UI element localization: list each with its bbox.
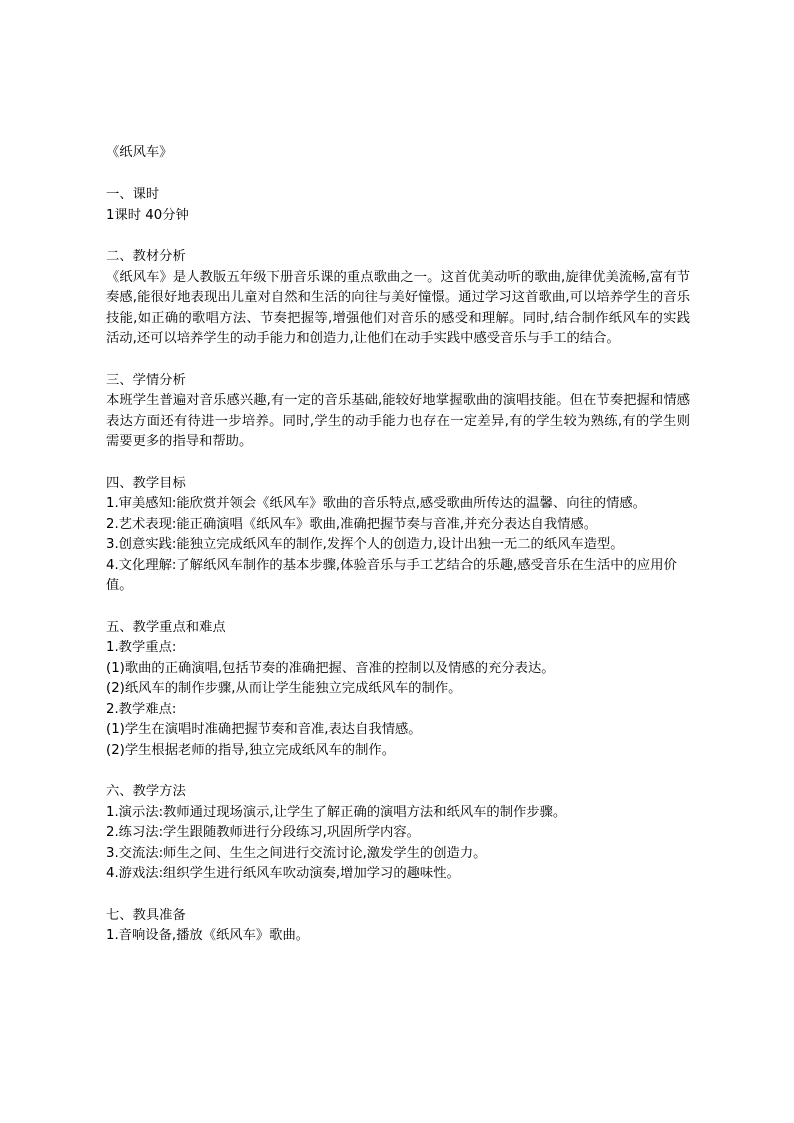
section-heading: 七、教具准备 (106, 907, 186, 923)
goal-item: 4.文化理解:了解纸风车制作的基本步骤,体验音乐与手工艺结合的乐趣,感受音乐在生活中的应用价值。 (106, 557, 677, 593)
teaching-aid-item: 1.音响设备,播放《纸风车》歌曲。 (106, 928, 310, 943)
section-heading: 四、教学目标 (106, 475, 186, 491)
section-class-hours (106, 185, 690, 226)
section-heading: 一、课时 (106, 187, 160, 202)
section-teaching-methods (106, 782, 690, 885)
document-title: 《纸风车》 (106, 145, 173, 160)
goal-item: 1.审美感知:能欣赏并领会《纸风车》歌曲的音乐特点,感受歌曲所传达的温馨、向往的情感。 (106, 496, 646, 511)
key-point-item: (1)学生在演唱时准确把握节奏和音准,表达自我情感。 (106, 722, 422, 737)
method-item: 3.交流法:师生之间、生生之间进行交流讨论,激发学生的创造力。 (106, 845, 487, 861)
section-line: 1课时 40分钟 (106, 207, 189, 223)
method-item: 4.游戏法:组织学生进行纸风车吹动演奏,增加学习的趣味性。 (106, 866, 460, 881)
section-student-analysis (106, 371, 690, 453)
section-heading: 六、教学方法 (106, 784, 186, 799)
key-point-item: (2)学生根据老师的指导,独立完成纸风车的制作。 (106, 742, 395, 758)
section-teaching-goals (106, 474, 690, 597)
goal-item: 3.创意实践:能独立完成纸风车的制作,发挥个人的创造力,设计出独一无二的纸风车造型。 (106, 537, 624, 552)
section-paragraph: 本班学生普遍对音乐感兴趣,有一定的音乐基础,能较好地掌握歌曲的演唱技能。但在节奏把握和情感表达方面还有待进一步培养。同时,学生的动手能力也存在一定差异,有的学生较为熟练,有的学生则需要更多的指导和帮助。 (106, 393, 690, 449)
key-point-item: 2.教学难点: (106, 701, 177, 717)
section-heading: 二、教材分析 (106, 249, 186, 264)
key-point-item: (1)歌曲的正确演唱,包括节奏的准确把握、音准的控制以及情感的充分表达。 (106, 660, 555, 676)
method-item: 2.练习法:学生跟随教师进行分段练习,巩固所学内容。 (106, 825, 420, 840)
key-point-item: 1.教学重点: (106, 640, 177, 655)
section-paragraph: 《纸风车》是人教版五年级下册音乐课的重点歌曲之一。这首优美动听的歌曲,旋律优美流畅,富有节奏感,能很好地表现出儿童对自然和生活的向往与美好憧憬。通过学习这首歌曲,可以培养学生的音乐技能,如正确的歌唱方法、节奏把握等,增强他们对音乐的感受和理解。同时,结合制作纸风车的实践活动,还可以培养学生的动手能力和创造力,让他们在动手实践中感受音乐与手工的结合。 (106, 269, 690, 346)
key-point-item: (2)纸风车的制作步骤,从而让学生能独立完成纸风车的制作。 (106, 681, 462, 696)
section-heading: 五、教学重点和难点 (106, 619, 226, 635)
section-key-points (106, 618, 690, 762)
method-item: 1.演示法:教师通过现场演示,让学生了解正确的演唱方法和纸风车的制作步骤。 (106, 804, 567, 820)
section-heading: 三、学情分析 (106, 372, 186, 388)
document-page (106, 143, 690, 968)
section-teaching-aids (106, 906, 690, 947)
section-material-analysis (106, 247, 690, 350)
goal-item: 2.艺术表现:能正确演唱《纸风车》歌曲,准确把握节奏与音准,并充分表达自我情感。 (106, 516, 598, 532)
